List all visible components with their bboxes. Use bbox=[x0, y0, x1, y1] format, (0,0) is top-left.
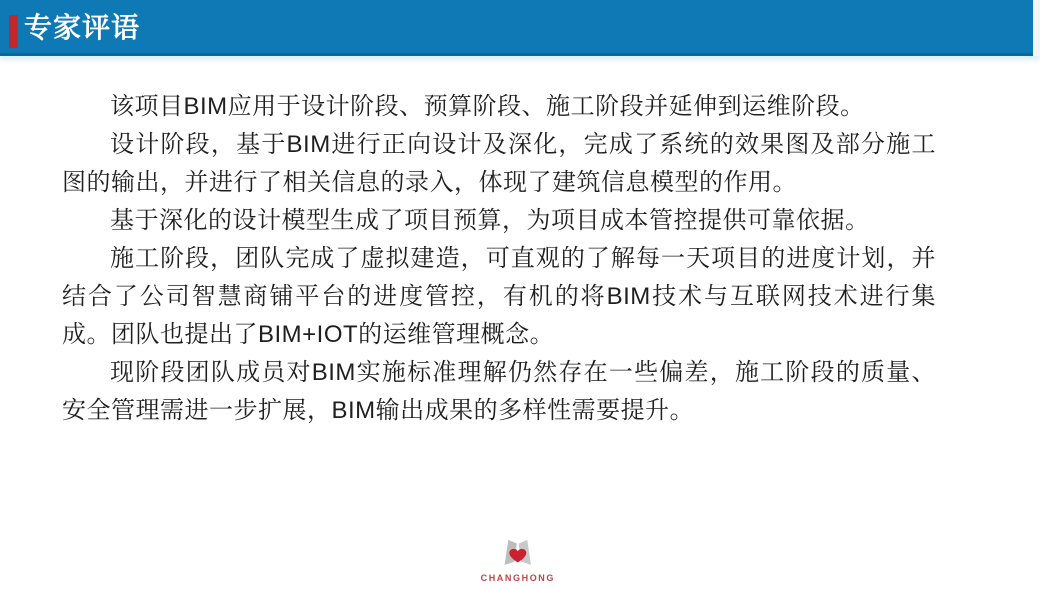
page-title: 专家评语 bbox=[24, 12, 141, 43]
paragraph-design: 设计阶段，基于BIM进行正向设计及深化，完成了系统的效果图及部分施工图的输出，并进行了相关信息的录入，体现了建筑信息模型的作用。 bbox=[62, 131, 936, 196]
paragraph-overview: 该项目BIM应用于设计阶段、预算阶段、施工阶段并延伸到运维阶段。 bbox=[110, 93, 865, 120]
header-right-edge bbox=[1033, 0, 1040, 56]
paragraph-issues: 现阶段团队成员对BIM实施标准理解仍然存在一些偏差，施工阶段的质量、安全管理需进一步扩展，BIM输出成果的多样性需要提升。 bbox=[62, 359, 936, 424]
changhong-logo bbox=[463, 538, 573, 584]
red-accent-bar bbox=[9, 15, 18, 48]
paragraph-construction: 施工阶段，团队完成了虚拟建造，可直观的了解每一天项目的进度计划，并结合了公司智慧商铺平台的进度管控，有机的将BIM技术与互联网技术进行集成。团队也提出了BIM+IOT的运维管理概念。 bbox=[62, 245, 936, 348]
title-bar bbox=[0, 0, 1040, 56]
changhong-logo-icon bbox=[497, 538, 539, 572]
comment-text-block bbox=[62, 88, 936, 430]
paragraph-budget: 基于深化的设计模型生成了项目预算，为项目成本管控提供可靠依据。 bbox=[110, 207, 870, 234]
changhong-logo-text: CHANGHONG bbox=[480, 573, 556, 583]
